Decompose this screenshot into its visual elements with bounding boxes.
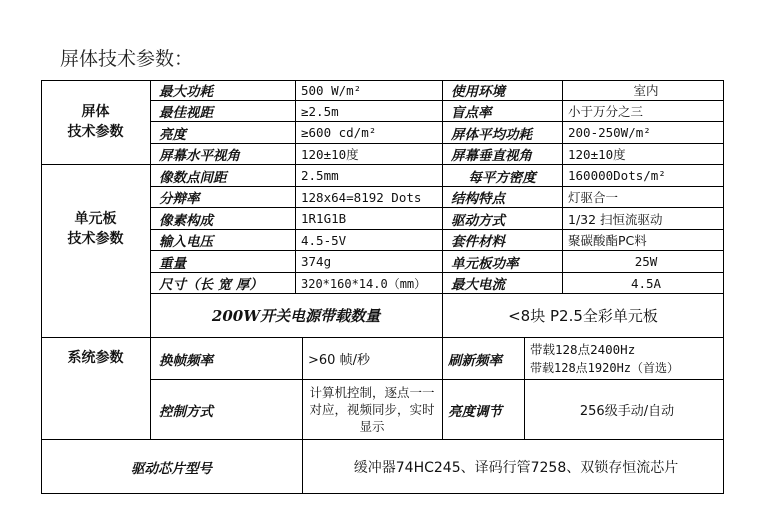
section-module-label: 单元板 技术参数	[67, 211, 124, 247]
value-max-power: 500 W/m²	[301, 82, 362, 98]
label-pixel-config: 像素构成	[159, 212, 213, 229]
label-blind-rate: 盲点率	[451, 105, 492, 121]
label-refresh-rate: 刷新频率	[448, 352, 502, 369]
label-weight: 重量	[159, 255, 186, 272]
value-control-mode: 计算机控制，逐点一一对应，视频同步，实时显示	[309, 385, 435, 434]
label-max-power: 最大功耗	[159, 84, 213, 100]
value-brightness: ≥600 cd/m²	[301, 125, 377, 140]
label-structure: 结构特点	[451, 191, 505, 207]
value-driver-chip: 缓冲器74HC245、译码行管7258、双锁存恒流芯片	[353, 460, 679, 476]
value-brightness-adjust: 256级手动/自动	[579, 404, 675, 419]
refresh-line-1: 带载128点2400Hz	[530, 341, 636, 357]
section-system-label: 系统参数	[67, 350, 124, 366]
label-driver-chip: 驱动芯片型号	[131, 461, 212, 477]
value-pixel-config: 1R1G1B	[301, 211, 347, 226]
section-system	[41, 338, 150, 378]
value-kit-material: 聚碳酸酯PC料	[568, 233, 647, 248]
label-psu-capacity: 200W开关电源带载数量	[211, 307, 381, 325]
label-max-current: 最大电流	[451, 277, 505, 293]
label-avg-power: 屏体平均功耗	[451, 126, 532, 143]
section-screen-label: 屏体 技术参数	[67, 104, 124, 140]
value-module-power: 25W	[634, 254, 658, 269]
label-pixel-pitch: 像数点间距	[159, 169, 227, 186]
value-input-voltage: 4.5-5V	[301, 232, 347, 248]
label-environment: 使用环境	[451, 84, 505, 100]
label-frame-rate: 换帧频率	[159, 352, 213, 369]
label-input-voltage: 输入电压	[159, 234, 213, 250]
label-h-angle: 屏幕水平视角	[159, 148, 240, 164]
refresh-line-2: 带载128点1920Hz（首选）	[530, 360, 680, 375]
value-pixel-pitch: 2.5mm	[301, 168, 339, 183]
value-environment: 室内	[633, 83, 659, 98]
value-view-distance: ≥2.5m	[301, 103, 339, 119]
label-brightness: 亮度	[159, 126, 186, 143]
value-density: 160000Dots/m²	[568, 168, 666, 183]
section-module	[41, 165, 150, 293]
value-drive-mode: 1/32 扫恒流驱动	[568, 211, 663, 227]
label-v-angle: 屏幕垂直视角	[451, 148, 532, 164]
label-drive-mode: 驱动方式	[451, 212, 505, 229]
value-frame-rate: >60 帧/秒	[308, 353, 370, 368]
value-dimensions: 320*160*14.0（mm）	[301, 276, 427, 291]
value-resolution: 128x64=8192 Dots	[301, 189, 422, 205]
value-refresh-rate	[524, 338, 724, 379]
value-weight: 374g	[301, 254, 332, 269]
value-max-current: 4.5A	[630, 275, 662, 291]
label-control-mode: 控制方式	[159, 403, 213, 420]
value-blind-rate: 小于万分之三	[568, 104, 644, 119]
label-view-distance: 最佳视距	[159, 105, 213, 121]
value-psu-capacity: <8块 P2.5全彩单元板	[508, 307, 658, 325]
label-dimensions: 尺寸（长 宽 厚）	[159, 277, 263, 293]
value-v-angle: 120±10度	[568, 147, 626, 162]
label-density: 每平方密度	[468, 169, 536, 186]
section-screen	[41, 80, 150, 164]
value-avg-power: 200-250W/m²	[568, 125, 651, 140]
label-kit-material: 套件材料	[451, 234, 505, 250]
label-brightness-adjust: 亮度调节	[448, 403, 502, 420]
label-module-power: 单元板功率	[451, 255, 519, 272]
value-structure: 灯驱合一	[568, 190, 619, 205]
value-h-angle: 120±10度	[301, 147, 359, 162]
label-resolution: 分辩率	[159, 191, 200, 207]
page-title: 屏体技术参数：	[60, 48, 194, 70]
